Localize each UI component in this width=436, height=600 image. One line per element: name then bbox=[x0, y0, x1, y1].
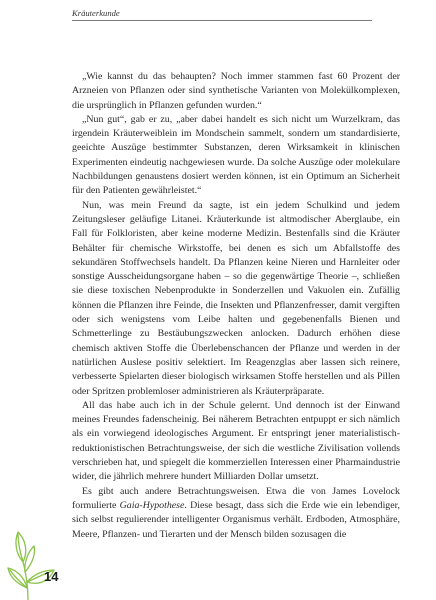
paragraph-5-part-1: Es gibt auch andere Betrachtungsweisen. Etwa die von James Lovelock formulierte bbox=[72, 485, 400, 511]
page-number: 14 bbox=[44, 569, 59, 584]
paragraph-4: All das habe auch ich in der Schule gelernt. Und dennoch ist der Einwand meines Freundes fadenscheinig. Bei näherem Betrachten entpuppt er sich nämlich als ein vorwiegend ideologisches Argument. Er entspringt jener materialistisch-reduktionistischen Betrachtungsweise, der sich die westliche Zivilisation vollends verschrieben hat, und spiegelt die kommerziellen Interessen einer Pharmaindustrie wider, die jährlich mehrere hundert Milliarden Dollar umsetzt. bbox=[72, 399, 400, 483]
paragraph-3: Nun, was mein Freund da sagte, ist ein jedem Schulkind und jedem Zeitungsleser geläufige Litanei. Kräuterkunde ist altmodischer Aberglaube, ein Fall für Folkloristen, aber keine moderne Medizin. Bestenfalls sind die Kräuter Behälter für chemische Wirkstoffe, bei denen es sich um Abfallstoffe des sekundären Stoffwechsels handelt. Da Pflanzen keine Nieren und Harnleiter oder sonstige Ausscheidungsorgane haben – so die gegenwärtige Theorie –, schließen sie diese toxischen Nebenprodukte in Sonderzellen und Vakuolen ein. Zufällig können die Pflanzen ihre Feinde, die Insekten und Pflanzenfresser, damit vergiften oder sich wenigstens vom Leibe halten und gegebenenfalls Bienen und Schmetterlinge zu Bestäubungszwecken anlocken. Dadurch erhöhen diese chemisch aktiven Stoffe die Überlebenschancen der Pflanze und werden in der natürlichen Auslese positiv selektiert. Im Reagenzglas aber lassen sich reinere, verbesserte Spielarten dieser biologisch wirksamen Stoffe herstellen und als Pillen oder Spritzen problemloser administrieren als Kräuterpräparate. bbox=[72, 199, 400, 397]
paragraph-5 bbox=[72, 485, 400, 542]
header-rule bbox=[72, 20, 372, 21]
running-head: Kräuterkunde bbox=[72, 8, 120, 18]
paragraph-1: „Wie kannst du das behaupten? Noch immer stammen fast 60 Prozent der Arzneien von Pflanzen oder sind synthetische Varianten von Molekülkomplexen, die ursprünglich in Pflanzen gefunden wurden.“ bbox=[72, 71, 400, 111]
paragraph-5-emphasis: Gaia-Hypothese bbox=[119, 499, 185, 511]
paragraph-5-part-2: . Diese besagt, dass sich die Erde wie ein lebendiger, sich selbst regulierender intelligenter Organismus verhält. Erdboden, Atmosphäre, Meere, Pflanzen- und Tierarten und der Mensch bilden sozusagen die bbox=[72, 499, 400, 540]
paragraph-2: „Nun gut“, gab er zu, „aber dabei handelt es sich nicht um Wurzelkram, das irgendein Kräuterweiblein im Mondschein sammelt, sondern um standardisierte, geeichte Auszüge bestimmter Substanzen, deren Wirksamkeit in klinischen Experimenten eindeutig nachgewiesen wurde. Da solche Auszüge oder molekulare Nachbildungen genaustens dosiert werden können, ist ein Optimum an Sicherheit für den Patienten gewährleistet.“ bbox=[72, 113, 400, 197]
body-text bbox=[72, 70, 400, 542]
